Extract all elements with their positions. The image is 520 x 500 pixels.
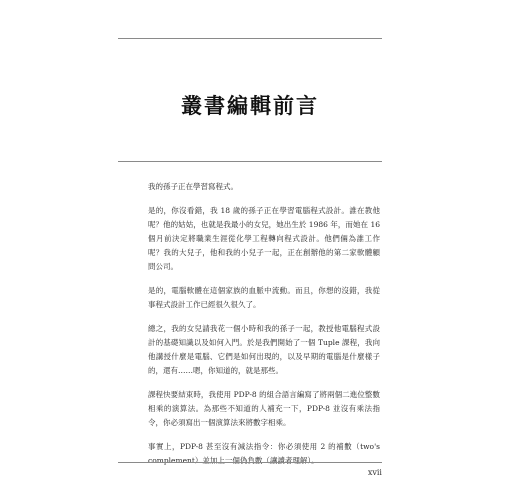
body-text: [148, 180, 380, 478]
paragraph: 課程快要結束時，我使用 PDP-8 的組合語言編寫了將兩個二進位整數相乘的演算法。為那些不知道的人補充一下，PDP-8 並沒有乘法指令，你必須寫出一個演算法來將數字相乘。: [148, 390, 380, 427]
footer-rule: [118, 462, 382, 463]
paragraph: 總之，我的女兒請我花一個小時和我的孫子一起，教授他電腦程式設計的基礎知識以及如何入門。於是我們開始了一個 Tuple 課程，我向他講授什麼是電腦、它們是如何出現的，以及早期的電腦是什麼樣子的，還有……嗯，你知道的，就是那些。: [148, 324, 380, 375]
top-rule: [118, 38, 382, 39]
paragraph: 我的孫子正在學習寫程式。: [148, 182, 238, 191]
paragraph: 是的，你沒看錯，我 18 歲的孫子正在學習電腦程式設計。誰在教他呢？他的姑姑，也就是我最小的女兒，她出生於 1986 年，而她在 16 個月前決定將職業生涯從化學工程轉向程式設計。他們倆為誰工作呢？我的大兒子，他和我的小兒子一起，正在創辦他的第二家軟體顧問公司。: [148, 206, 380, 271]
page-number: xvii: [367, 468, 382, 477]
title-divider: [118, 161, 382, 162]
page-title: 叢書編輯前言: [181, 94, 319, 118]
paragraph: 事實上，PDP-8 甚至沒有減法指令：你必須使用 2 的補數（two's complement）並加上一個偽負數（讓讀者理解）。: [148, 442, 380, 465]
paragraph: 是的，電腦軟體在這個家族的血脈中流動。而且，你想的沒錯，我從事程式設計工作已經很久很久了。: [148, 286, 380, 309]
